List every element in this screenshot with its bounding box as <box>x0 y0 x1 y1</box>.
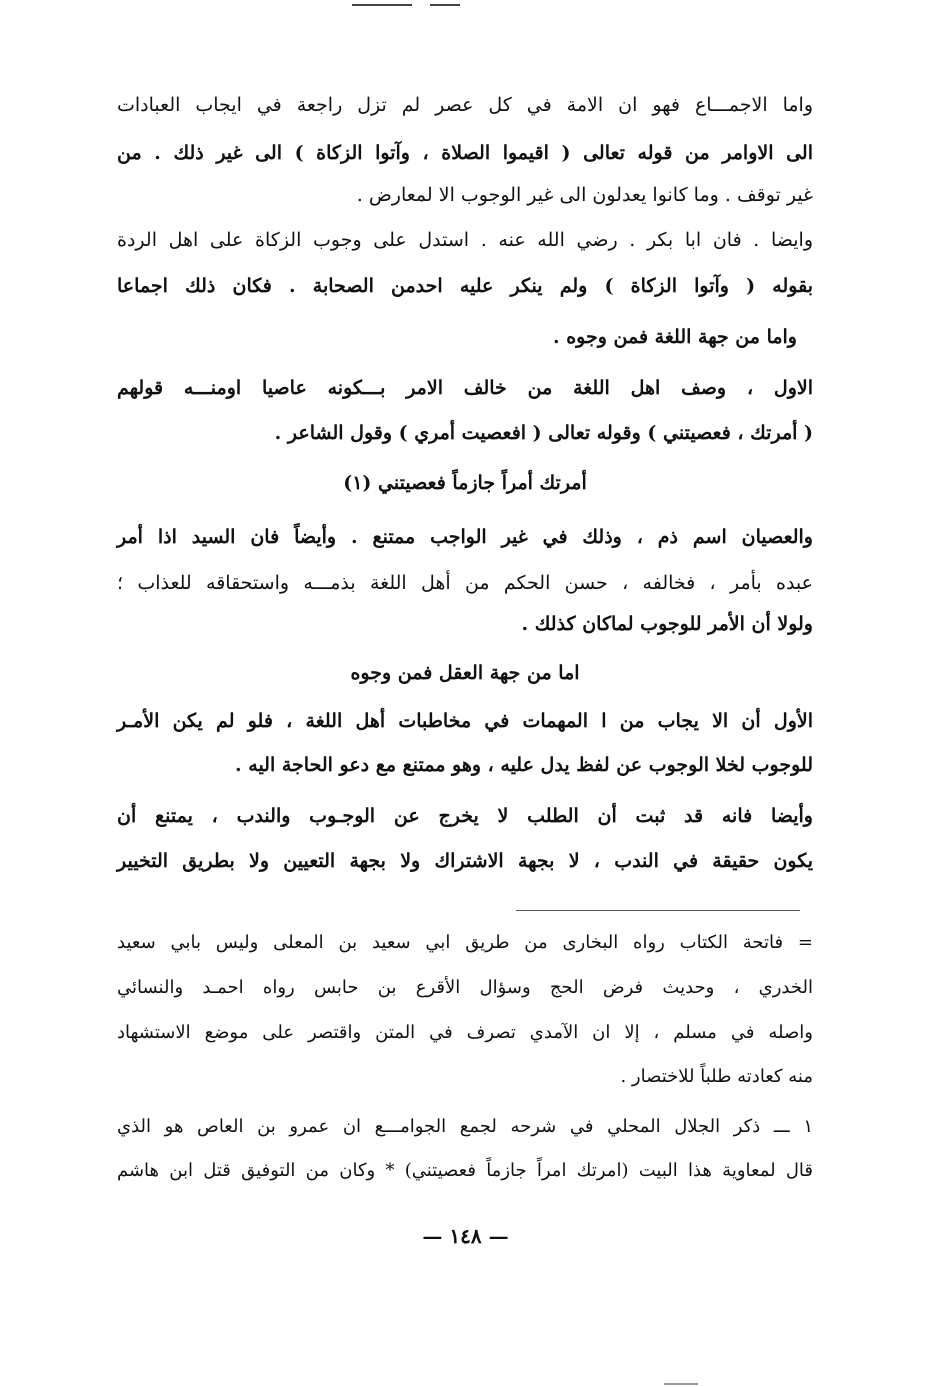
body-line: ولولا أن الأمر للوجوب لماكان كذلك . <box>521 613 813 635</box>
body-line: يكون حقيقة في الندب ، لا بجهة الاشتراك ولا بجهة التعيين ولا بطريق التخيير <box>117 850 813 872</box>
footnote-line: منه كعادته طلباً للاختصار . <box>620 1066 813 1087</box>
page-number: — ١٤٨ — <box>422 1224 509 1248</box>
footnote-line: واصله في مسلم ، إلا ان الآمدي تصرف في المتن واقتصر على موضع الاستشهاد <box>117 1022 813 1043</box>
top-edge-mark <box>430 4 460 6</box>
footnote-line: = فاتحة الكتاب رواه البخارى من طريق ابي سعيد بن المعلى وليس بابي سعيد <box>117 932 813 953</box>
body-line: الى الاوامر من قوله تعالى ( اقيموا الصلاة ، وآتوا الزكاة ) الى غير ذلك . من <box>117 142 813 164</box>
body-line: ( أمرتك ، فعصيتني ) وقوله تعالى ( افعصيت أمري ) وقول الشاعر . <box>274 422 813 444</box>
body-line: الأول أن الا يجاب من ا المهمات في مخاطبات أهل اللغة ، فلو لم يكن الأمـر <box>117 710 813 732</box>
body-line: وايضا . فان ابا بكر . رضي الله عنه . استدل على وجوب الزكاة على اهل الردة <box>117 229 813 251</box>
body-line: واما الاجمـــاع فهو ان الامة في كل عصر لم تزل راجعة في ايجاب العبادات <box>117 94 813 116</box>
body-line: وأيضا فانه قد ثبت أن الطلب لا يخرج عن الوجـوب والندب ، يمتنع أن <box>117 805 813 827</box>
body-line: عبده بأمر ، فخالفه ، حسن الحكم من أهل اللغة بذمـــه واستحقاقه للعذاب ؛ <box>117 572 813 594</box>
body-line: للوجوب لخلا الوجوب عن لفظ يدل عليه ، وهو ممتنع مع دعو الحاجة اليه . <box>235 754 813 776</box>
body-line: غير توقف . وما كانوا يعدلون الى غير الوجوب الا لمعارض . <box>356 184 813 206</box>
top-edge-mark <box>352 4 412 6</box>
body-line: الاول ، وصف اهل اللغة من خالف الامر بـــكونه عاصيا اومنـــه قولهم <box>117 377 813 399</box>
poem-verse: أمرتك أمراً جازماً فعصيتني (١) <box>343 472 587 494</box>
bottom-edge-mark <box>664 1383 698 1385</box>
footnote-line: ١ ـــ ذكر الجلال المحلي في شرحه لجمع الجوامـــع ان عمرو بن العاص هو الذي <box>117 1116 813 1137</box>
body-line: بقوله ( وآتوا الزكاة ) ولم ينكر عليه احدمن الصحابة . فكان ذلك اجماعا <box>117 275 813 297</box>
footnote-line: قال لمعاوية هذا البيت (امرتك امراً جازماً فعصيتني) * وكان من التوفيق قتل ابن هاشم <box>117 1160 813 1181</box>
body-line: والعصيان اسم ذم ، وذلك في غير الواجب ممتنع . وأيضاً فان السيد اذا أمر <box>117 526 813 548</box>
footnote-separator <box>516 910 800 911</box>
footnote-line: الخدري ، وحديث فرض الحج وسؤال الأقرع بن حابس رواه احمـد والنسائي <box>117 977 813 998</box>
section-heading: اما من جهة العقل فمن وجوه <box>350 662 580 684</box>
body-line: واما من جهة اللغة فمن وجوه . <box>553 326 797 348</box>
